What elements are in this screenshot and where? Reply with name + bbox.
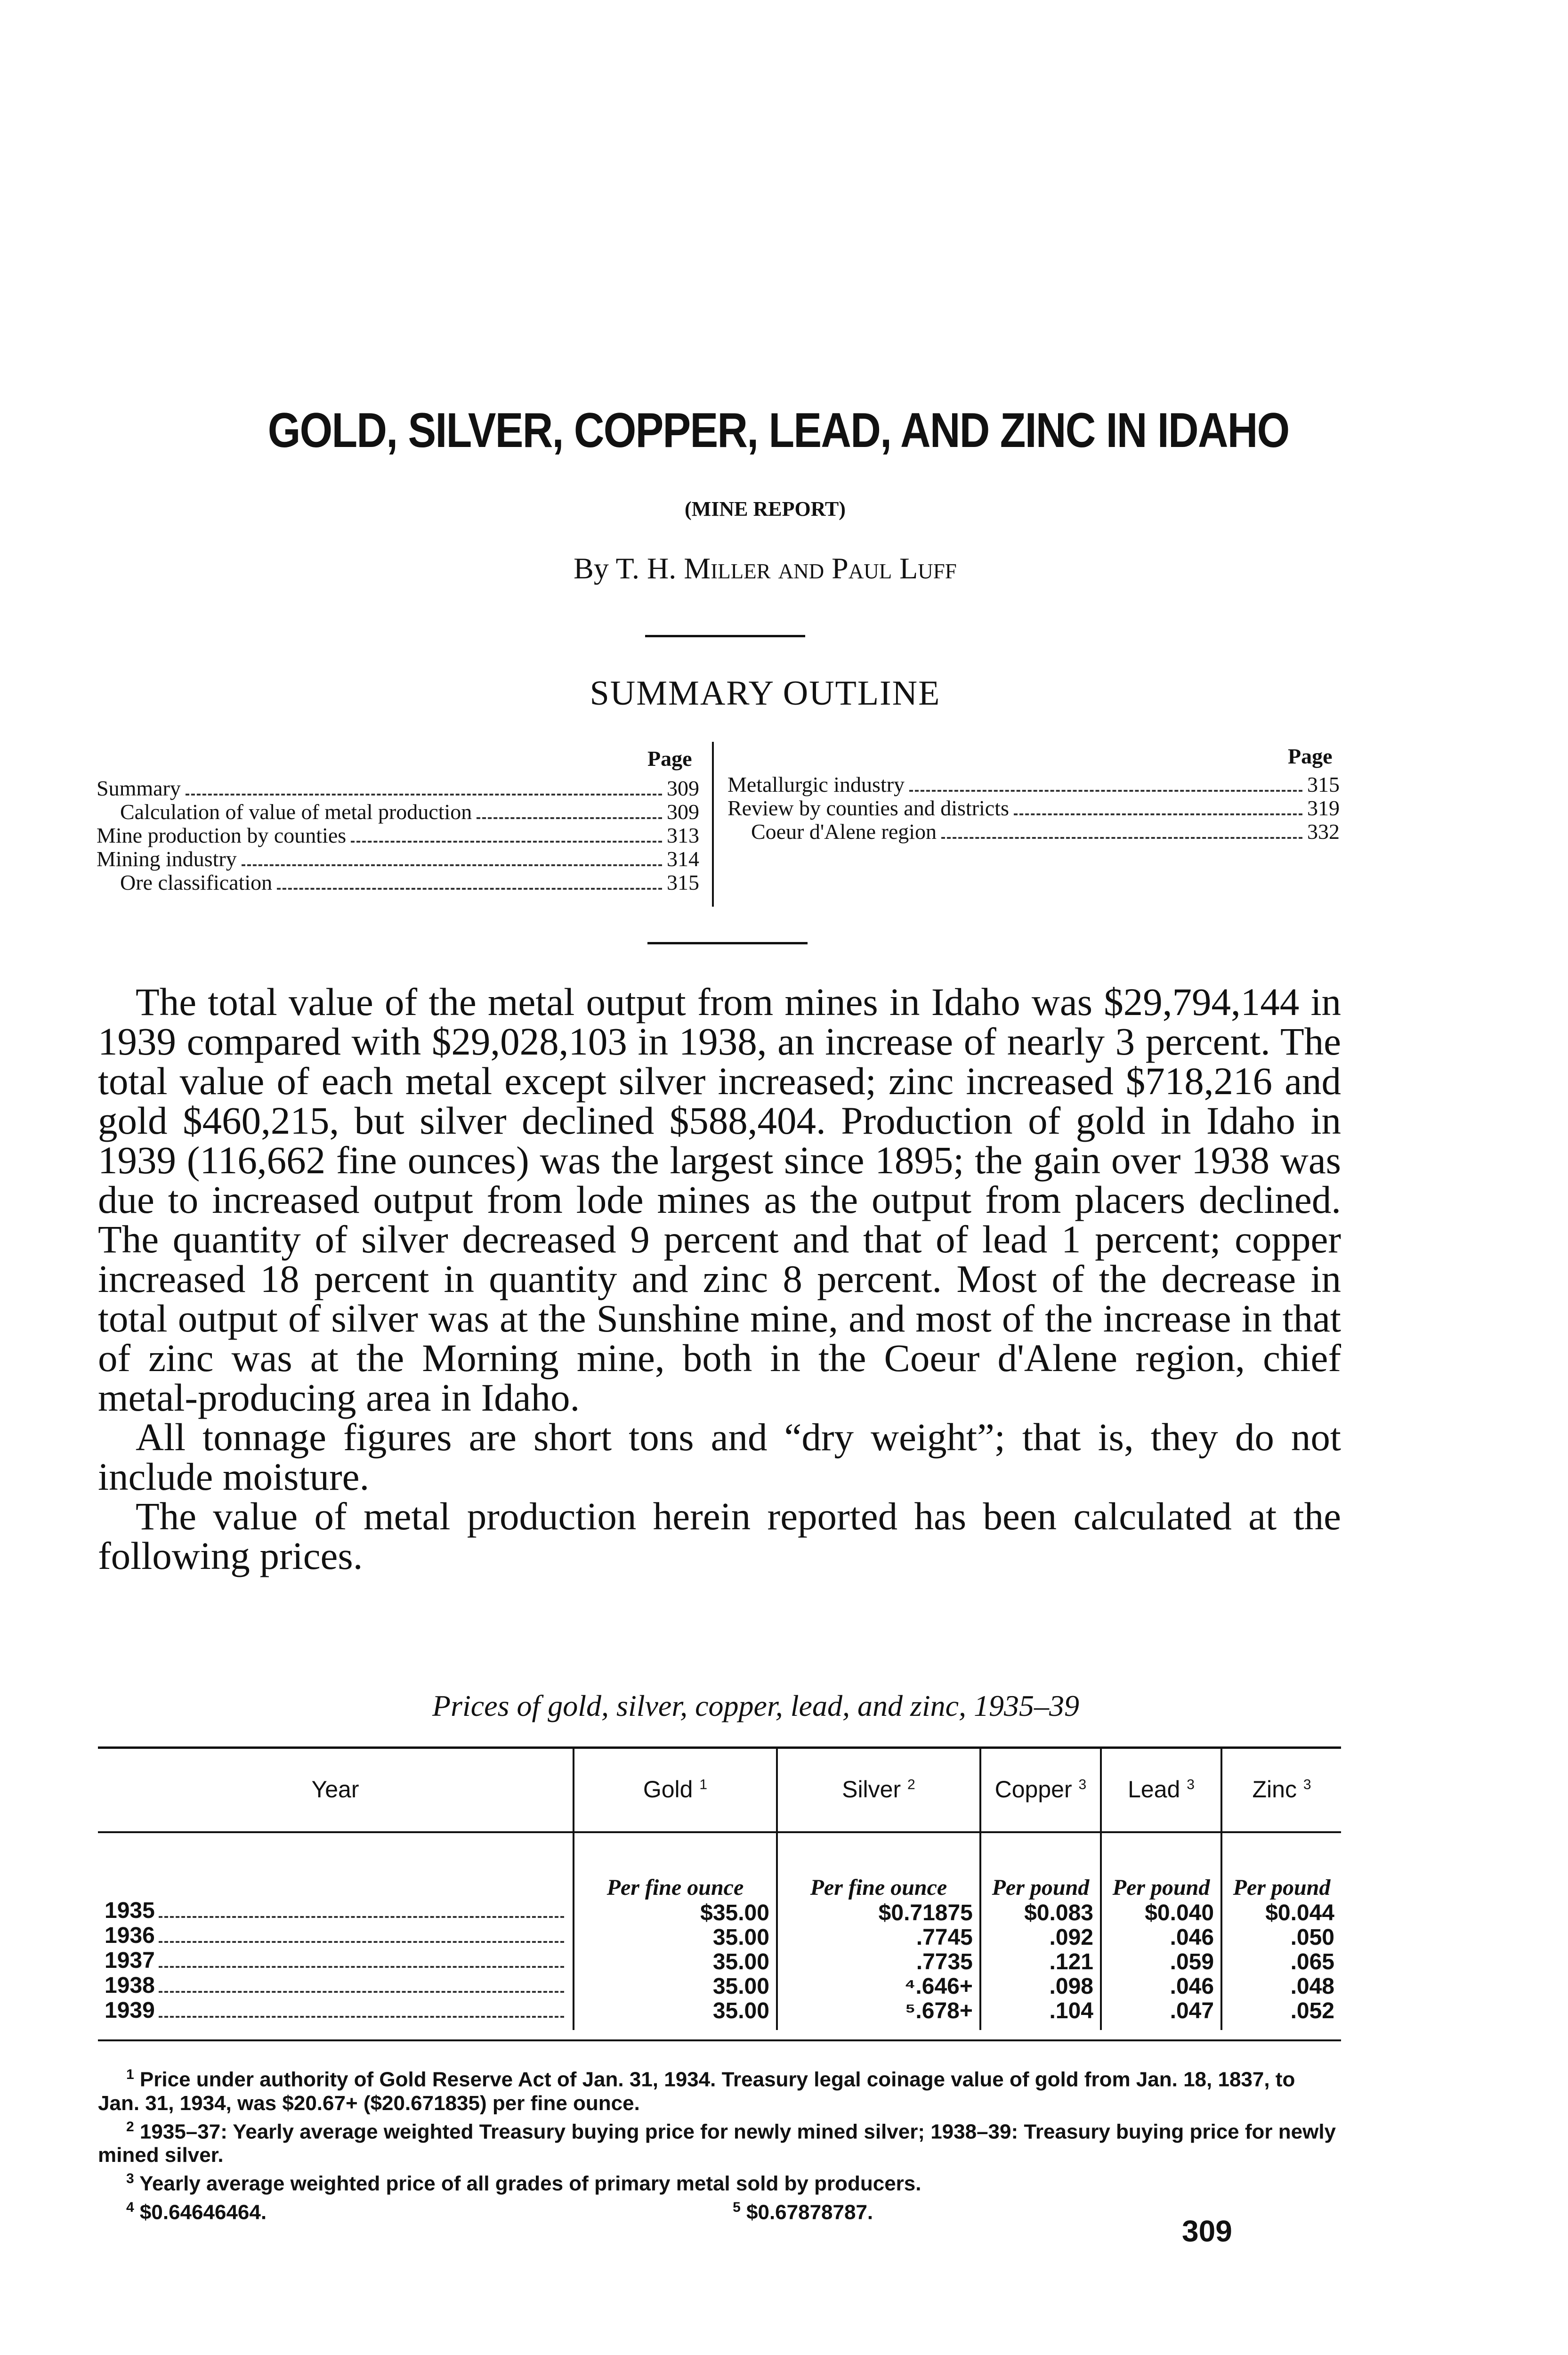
page-title: GOLD, SILVER, COPPER, LEAD, AND ZINC IN IDAHO xyxy=(267,403,1289,458)
divider-rule-top xyxy=(645,635,805,637)
zinc-column: Per pound $0.044 .050 .065 .048 .052 xyxy=(1221,1832,1341,2030)
outline-right-page-header: Page xyxy=(1288,744,1333,768)
table-row-1939: 1939 xyxy=(105,1998,566,2023)
outline-heading: SUMMARY OUTLINE xyxy=(590,674,941,713)
header-lead: Lead $^3$ xyxy=(1101,1747,1221,1832)
gold-column: Per fine ounce $35.00 35.00 35.00 35.00 35.00 xyxy=(574,1832,777,2030)
outline-entry-page: 315 xyxy=(1307,772,1340,796)
table-row-1937: 1937 xyxy=(105,1949,566,1973)
footnote-1: $^1$ Price under authority of Gold Reserve Act of Jan. 31, 1934. Treasury legal coinage value of gold from Jan. 18, 1837, to Jan. 31, 1934, was $20.67+ ($20.671835) per fine ounce. xyxy=(98,2067,1295,2115)
leader-dots xyxy=(941,837,1302,839)
outline-entry-page: 332 xyxy=(1307,820,1340,844)
copper-column: Per pound $0.083 .092 .121 .098 .104 xyxy=(980,1832,1101,2030)
outline-entry-mine-production[interactable] xyxy=(97,823,699,848)
outline-entry-page: 314 xyxy=(667,847,699,871)
outline-entry-ore-classification[interactable] xyxy=(120,870,699,895)
outline-entry-page: 313 xyxy=(667,823,699,847)
outline-entry-label: Calculation of value of metal production xyxy=(120,800,472,824)
divider-rule-bottom xyxy=(647,942,808,944)
header-copper: Copper $^3$ xyxy=(980,1747,1101,1832)
silver-column: Per fine ounce $0.71875 .7745 .7735 ⁴.646+ ⁵.678+ xyxy=(777,1832,980,2030)
outline-entry-review-by-counties[interactable] xyxy=(727,796,1340,821)
outline-entry-label: Review by counties and districts xyxy=(727,796,1009,820)
header-silver: Silver $^2$ xyxy=(777,1747,980,1832)
report-subtitle: (MINE REPORT) xyxy=(685,497,846,520)
outline-entry-mining-industry[interactable] xyxy=(97,847,699,872)
table-caption: Prices of gold, silver, copper, lead, and zinc, 1935–39 xyxy=(432,1689,1080,1722)
outline-entry-label: Ore classification xyxy=(120,870,273,894)
outline-entry-label: Mine production by counties xyxy=(97,823,347,847)
leader-dots xyxy=(477,817,662,819)
author-2: Paul Luff xyxy=(832,552,957,585)
leader-dots xyxy=(909,790,1302,792)
author-1: Miller xyxy=(684,552,771,585)
body-text xyxy=(98,982,1341,1575)
table-bottom-rule xyxy=(98,2039,1341,2041)
lead-unit: Per pound xyxy=(1112,1875,1210,1900)
outline-entry-metallurgic-industry[interactable] xyxy=(727,772,1340,797)
prices-table xyxy=(98,1747,1341,2030)
outline-entry-page: 319 xyxy=(1307,796,1340,820)
byline-and: and xyxy=(778,552,824,585)
outline-entry-label: Summary xyxy=(97,776,181,800)
paragraph-1: The total value of the metal output from mines in Idaho was $29,794,144 in 1939 compared with $29,028,103 in 1938, an increase of nearly 3 percent. The total value of each metal except silver increased; zinc increased $718,216 and gold $460,215, but silver declined $588,404. Production of gold in Idaho in 1939 (116,662 fine ounces) was the largest since 1895; the gain over 1938 was due to increased output from lode mines as the output from placers declined. The quantity of silver decreased 9 percent and that of lead 1 percent; copper increased 18 percent in quantity and zinc 8 percent. Most of the decrease in total output of silver was at the Sunshine mine, and most of the increase in that of zinc was at the Morning mine, both in the Coeur d'Alene region, chief metal-producing area in Idaho. xyxy=(98,980,1341,1419)
header-gold: Gold $^1$ xyxy=(574,1747,777,1832)
outline-entry-label: Coeur d'Alene region xyxy=(751,820,937,844)
gold-unit: Per fine ounce xyxy=(606,1875,744,1900)
table-header-row xyxy=(98,1747,1341,1832)
outline-left-page-header: Page xyxy=(647,747,692,771)
outline-column-divider xyxy=(712,742,714,907)
header-zinc: Zinc $^3$ xyxy=(1221,1747,1341,1832)
byline-by: By T. H. xyxy=(574,552,677,585)
year-column xyxy=(98,1832,574,2030)
table-row-1935: 1935 xyxy=(105,1899,566,1924)
leader-dots xyxy=(1014,813,1302,815)
leader-dots xyxy=(351,841,662,843)
footnote-4-5: $^4$ $0.64646464. $^5$ $0.67878787. xyxy=(126,2199,873,2224)
page-number: 309 xyxy=(1182,2214,1232,2248)
lead-column: Per pound $0.040 .046 .059 .046 .047 xyxy=(1101,1832,1221,2030)
table-row-1936: 1936 xyxy=(105,1924,566,1949)
footnotes xyxy=(98,2063,1341,2225)
byline xyxy=(0,551,1549,586)
paragraph-3: The value of metal production herein reported has been calculated at the following prices. xyxy=(98,1494,1341,1577)
zinc-unit: Per pound xyxy=(1233,1875,1331,1900)
outline-entry-label: Metallurgic industry xyxy=(727,772,905,796)
footnote-3: $^3$ Yearly average weighted price of all grades of primary metal sold by producers. xyxy=(126,2171,921,2195)
table-body-row xyxy=(98,1832,1341,2030)
outline-entry-page: 315 xyxy=(667,870,699,894)
paragraph-2: All tonnage figures are short tons and “dry weight”; that is, they do not include moisture. xyxy=(98,1415,1341,1498)
silver-unit: Per fine ounce xyxy=(810,1875,947,1900)
outline-entry-calculation[interactable] xyxy=(120,800,699,825)
header-year: Year xyxy=(98,1747,574,1832)
outline-entry-label: Mining industry xyxy=(97,847,237,871)
outline-entry-coeur-dalene[interactable] xyxy=(751,820,1340,845)
leader-dots xyxy=(242,864,662,866)
outline-entry-page: 309 xyxy=(667,776,699,800)
leader-dots xyxy=(277,888,662,890)
outline-entry-page: 309 xyxy=(667,800,699,824)
footnote-2: $^2$ 1935–37: Yearly average weighted Treasury buying price for newly mined silver; 1938–39: Treasury buying price for newly mined silver. xyxy=(98,2119,1336,2167)
outline-entry-summary[interactable] xyxy=(97,776,699,801)
copper-unit: Per pound xyxy=(992,1875,1090,1900)
table-row-1938: 1938 xyxy=(105,1973,566,1998)
leader-dots xyxy=(186,794,662,796)
